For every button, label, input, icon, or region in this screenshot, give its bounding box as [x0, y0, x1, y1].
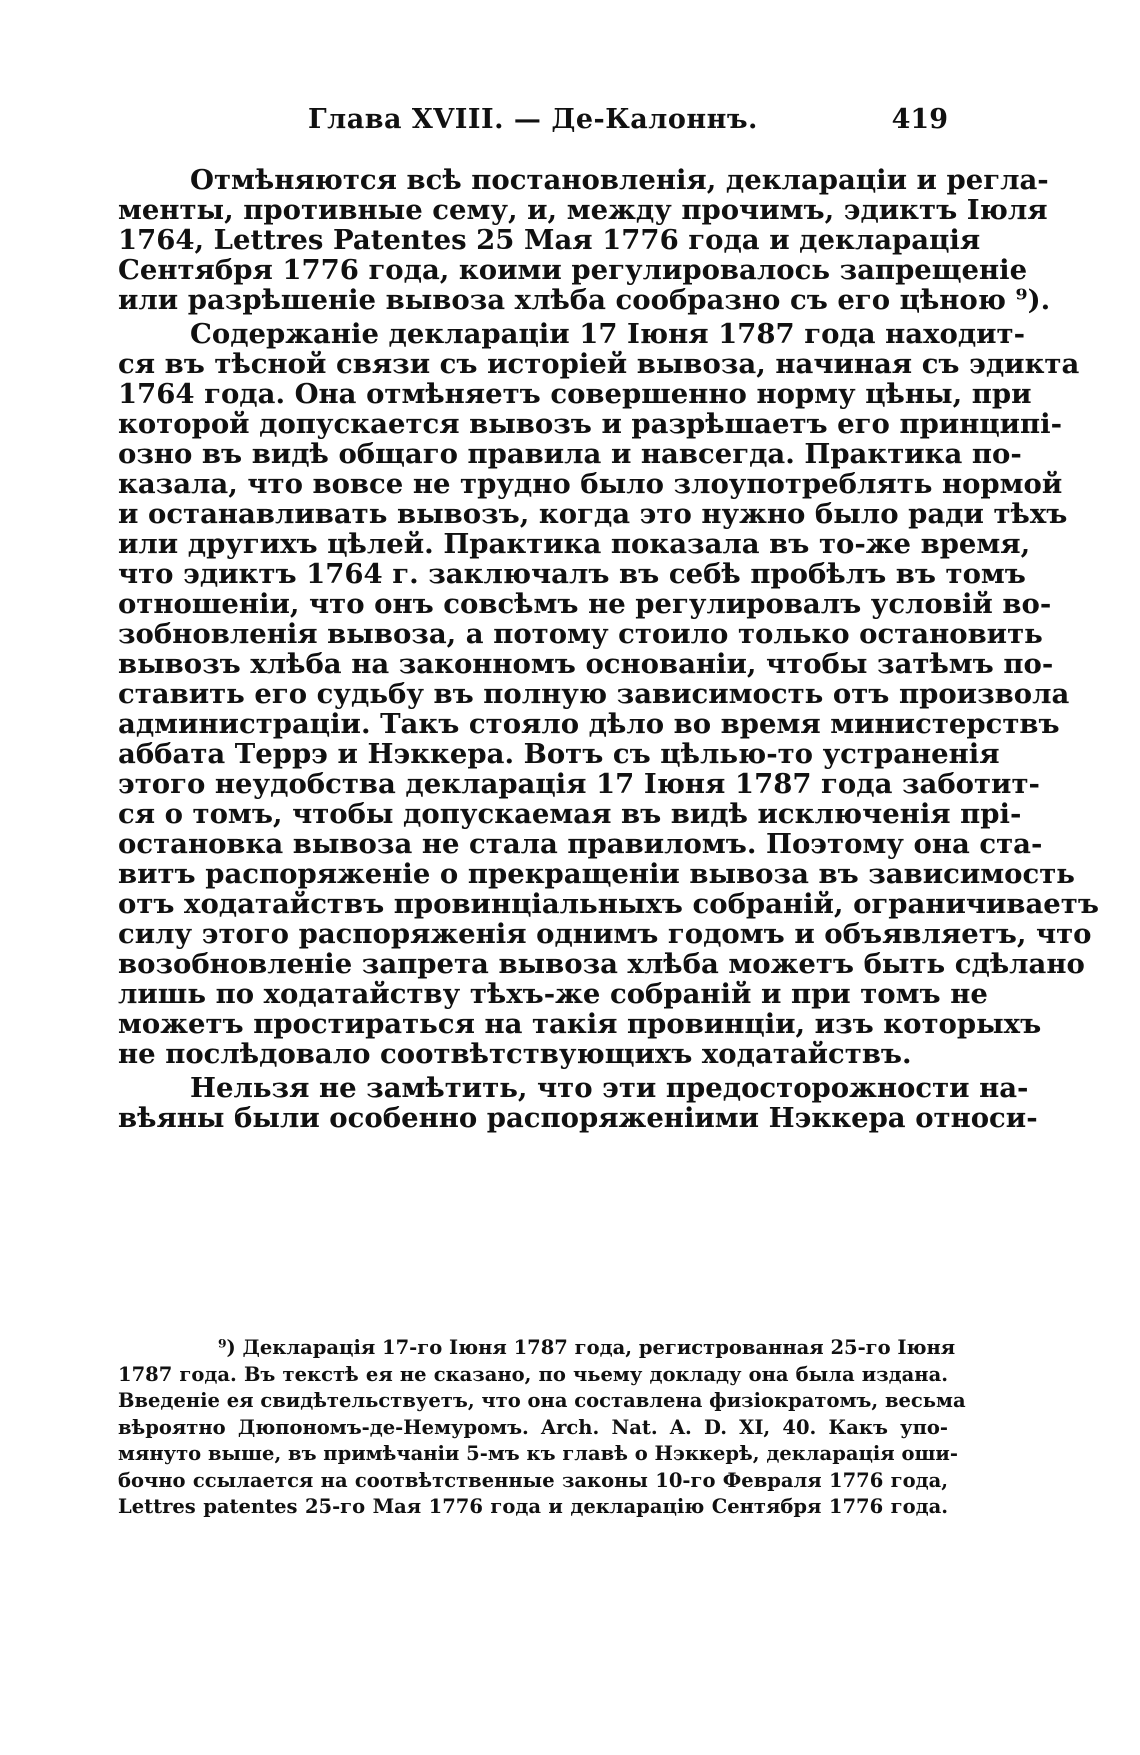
- footnote-line: вѣроятно Дюпономъ-де-Немуромъ. Arch. Nat. A. D. XI, 40. Какъ упо-: [118, 1415, 948, 1439]
- footnote-line: Введеніе ея свидѣтельствуетъ, что она составлена физіократомъ, весьма: [118, 1389, 966, 1412]
- footnotes: [118, 1335, 966, 1521]
- text-line: вѣяны были особенно распоряженіими Нэккера относи-: [118, 1102, 1038, 1134]
- text-line: аббата Террэ и Нэккера. Вотъ съ цѣлью-то устраненія: [118, 738, 1000, 770]
- footnote-line: мянуто выше, въ примѣчаніи 5-мъ къ главѣ о Нэккерѣ, декларація оши-: [118, 1442, 958, 1465]
- text-line: казала, что вовсе не трудно было злоупотреблять нормой: [118, 468, 1063, 500]
- footnote-line: 1787 года. Въ текстѣ ея не сказано, по чьему докладу она была издана.: [118, 1362, 948, 1386]
- text-line: зобновленія вывоза, а потому стоило только остановить: [118, 618, 1043, 650]
- text-line: 1764, Lettres Patentes 25 Мая 1776 года и декларація: [118, 224, 981, 256]
- text-line: или разрѣшеніе вывоза хлѣба сообразно съ его цѣною ⁹).: [118, 284, 1051, 316]
- paragraph-2: [118, 318, 1099, 1070]
- text-line: силу этого распоряженія однимъ годомъ и объявляетъ, что: [118, 918, 1092, 950]
- text-line: этого неудобства декларація 17 Іюня 1787 года заботит-: [118, 768, 1040, 800]
- text-line: что эдиктъ 1764 г. заключалъ въ себѣ пробѣлъ въ томъ: [118, 558, 1026, 590]
- text-line: отъ ходатайствъ провинціальныхъ собраній, ограничиваетъ: [118, 888, 1099, 920]
- text-line: которой допускается вывозъ и разрѣшаетъ его принципі-: [118, 408, 1063, 440]
- text-line: остановка вывоза не стала правиломъ. Поэтому она ста-: [118, 828, 1043, 860]
- text-line: ся въ тѣсной связи съ исторіей вывоза, начиная съ эдикта: [118, 348, 1080, 380]
- text-line: ся о томъ, чтобы допускаемая въ видѣ исключенія прі-: [118, 798, 1022, 830]
- text-line: и останавливать вывозъ, когда это нужно было ради тѣхъ: [118, 498, 1068, 530]
- paragraph-1: [118, 164, 1051, 316]
- footnote-line: бочно ссылается на соотвѣтственные законы 10-го Февраля 1776 года,: [118, 1468, 948, 1492]
- text-line: ставить его судьбу въ полную зависимость отъ произвола: [118, 678, 1070, 710]
- running-head: [118, 104, 948, 144]
- text-line: вывозъ хлѣба на законномъ основаніи, чтобы затѣмъ по-: [118, 648, 1054, 680]
- paragraph-3: [118, 1072, 1038, 1134]
- text-line: менты, противные сему, и, между прочимъ, эдиктъ Іюля: [118, 194, 1048, 226]
- text-line: витъ распоряженіе о прекращеніи вывоза въ зависимость: [118, 858, 1075, 890]
- text-line: Нельзя не замѣтить, что эти предосторожности на-: [190, 1072, 1029, 1104]
- text-line: не послѣдовало соотвѣтствующихъ ходатайствъ.: [118, 1038, 912, 1070]
- text-line: можетъ простираться на такія провинціи, изъ которыхъ: [118, 1008, 1042, 1040]
- text-line: администраціи. Такъ стояло дѣло во время министерствъ: [118, 708, 1060, 740]
- text-line: лишь по ходатайству тѣхъ-же собраній и при томъ не: [118, 978, 988, 1010]
- page-number: 419: [891, 104, 948, 135]
- text-line: или другихъ цѣлей. Практика показала въ то-же время,: [118, 528, 1031, 560]
- footnote-line: Lettres patentes 25-го Мая 1776 года и декларацію Сентября 1776 года.: [118, 1495, 948, 1518]
- text-line: 1764 года. Она отмѣняетъ совершенно норму цѣны, при: [118, 378, 1032, 410]
- footnote-line: ⁹) Декларація 17-го Іюня 1787 года, регистрованная 25-го Іюня: [218, 1336, 956, 1359]
- text-line: Сентября 1776 года, коими регулировалось запрещеніе: [118, 254, 1028, 286]
- text-line: возобновленіе запрета вывоза хлѣба можетъ быть сдѣлано: [118, 948, 1085, 980]
- text-line: Содержаніе деклараціи 17 Іюня 1787 года находит-: [190, 318, 1026, 350]
- body-text: [118, 164, 1099, 1134]
- text-line: отношеніи, что онъ совсѣмъ не регулировалъ условій во-: [118, 588, 1052, 620]
- text-line: Отмѣняются всѣ постановленія, деклараціи и регла-: [190, 164, 1049, 196]
- chapter-title: Глава XVIII. — Де-Калоннъ.: [308, 104, 758, 135]
- text-line: озно въ видѣ общаго правила и навсегда. Практика по-: [118, 438, 1022, 470]
